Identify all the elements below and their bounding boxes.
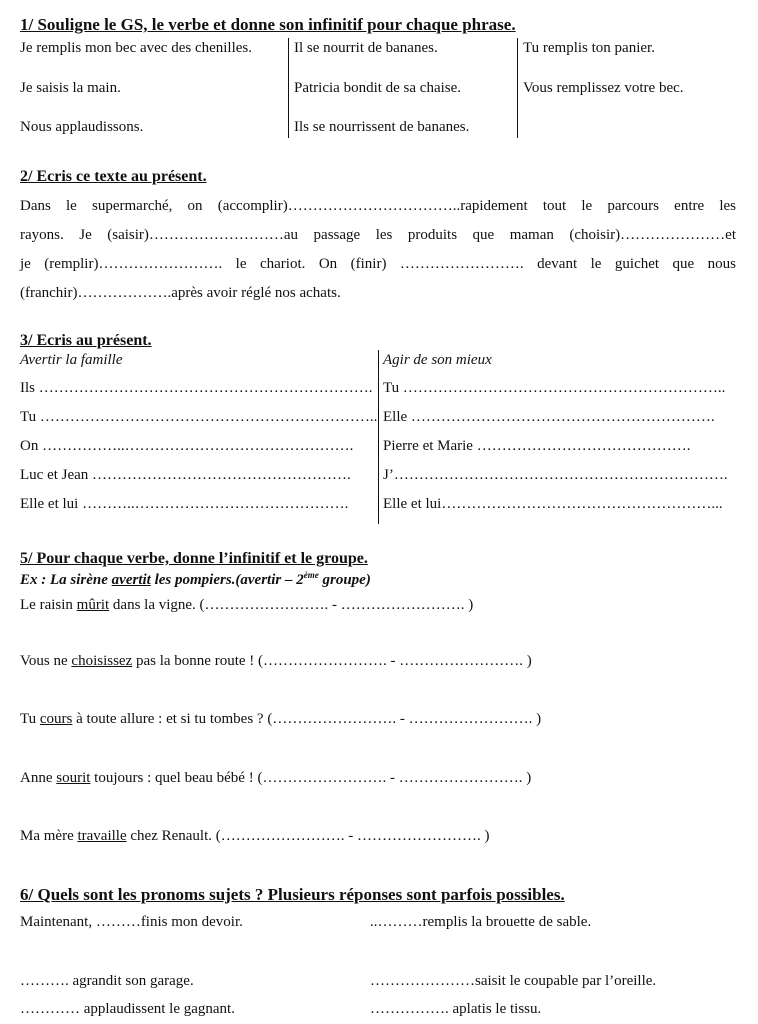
s6-sentence: ………. agrandit son garage. <box>20 973 194 989</box>
s3-conjugation-line: J’…………………………………………………………. <box>383 467 728 483</box>
s1-sentence: Il se nourrit de bananes. <box>294 40 438 56</box>
column-divider <box>517 38 518 138</box>
s3-right-heading: Agir de son mieux <box>383 352 492 368</box>
section5-title: 5/ Pour chaque verbe, donne l’infinitif et le groupe. <box>20 550 368 567</box>
s3-conjugation-line: Elle et lui………………………………………………... <box>383 496 723 512</box>
s3-conjugation-line: Tu ………………………………………………………….. <box>20 409 378 425</box>
s6-sentence: ………… applaudissent le gagnant. <box>20 1001 235 1017</box>
s3-conjugation-line: Luc et Jean ……………………………………………. <box>20 467 351 483</box>
s1-sentence: Ils se nourrissent de bananes. <box>294 119 470 135</box>
column-divider <box>378 350 379 524</box>
s3-conjugation-line: On ……………..………………………………………. <box>20 438 354 454</box>
underlined-verb: travaille <box>77 828 127 844</box>
section6-title: 6/ Quels sont les pronoms sujets ? Plusieurs réponses sont parfois possibles. <box>20 885 565 904</box>
s6-sentence: Maintenant, ………finis mon devoir. <box>20 914 243 930</box>
underlined-verb: cours <box>39 711 73 727</box>
section2-title: 2/ Ecris ce texte au présent. <box>20 168 207 185</box>
section3-title: 3/ Ecris au présent. <box>20 332 152 349</box>
s1-sentence: Je remplis mon bec avec des chenilles. <box>20 40 253 56</box>
underlined-verb: choisissez <box>71 653 133 669</box>
column-divider <box>288 38 289 138</box>
s6-sentence: ……………. aplatis le tissu. <box>370 1001 542 1017</box>
s3-conjugation-line: Tu ……………………………………………………….. <box>383 380 726 396</box>
s3-left-heading: Avertir la famille <box>20 352 123 368</box>
s6-sentence: …………………saisit le coupable par l’oreille. <box>370 973 657 989</box>
s2-text-line: (franchir)……………….après avoir réglé nos achats. <box>20 285 341 301</box>
s3-conjugation-line: Pierre et Marie ……………………………………. <box>383 438 691 454</box>
s3-conjugation-line: Elle ……………………………………………………. <box>383 409 715 425</box>
s5-item: Le raisin mûrit dans la vigne. (……………………. - ……………………. ) <box>20 597 474 613</box>
s1-sentence: Vous remplissez votre bec. <box>523 80 684 96</box>
s2-text-line: rayons. Je (saisir)………………………au passage les produits que maman (choisir)…………………et <box>20 227 736 243</box>
s2-text-line: Dans le supermarché, on (accomplir)……………………………..rapidement tout le parcours entre les <box>20 198 736 214</box>
s3-conjugation-line: Elle et lui ………..……………………………………. <box>20 496 349 512</box>
s1-sentence: Patricia bondit de sa chaise. <box>294 80 462 96</box>
s2-text-line: je (remplir)……………………. le chariot. On (finir) ……………………. devant le guichet que nous <box>20 256 736 272</box>
example-verb: avertit <box>111 572 151 588</box>
s5-item: Vous ne choisissez pas la bonne route ! (……………………. - ……………………. ) <box>20 653 532 669</box>
s5-item: Anne sourit toujours : quel beau bébé ! (……………………. - ……………………. ) <box>20 770 532 786</box>
s1-sentence: Tu remplis ton panier. <box>523 40 655 56</box>
underlined-verb: sourit <box>56 770 91 786</box>
s5-item: Ma mère travaille chez Renault. (……………………. - ……………………. ) <box>20 828 490 844</box>
s5-example: Ex : La sirène avertit les pompiers.(avertir – 2ème groupe) <box>20 570 371 588</box>
section1-title: 1/ Souligne le GS, le verbe et donne son infinitif pour chaque phrase. <box>20 15 516 34</box>
s5-item: Tu cours à toute allure : et si tu tombes ? (……………………. - ……………………. ) <box>20 711 542 727</box>
s1-sentence: Nous applaudissons. <box>20 119 144 135</box>
s1-sentence: Je saisis la main. <box>20 80 121 96</box>
underlined-verb: mûrit <box>76 597 110 613</box>
s6-sentence: ..………remplis la brouette de sable. <box>370 914 592 930</box>
s3-conjugation-line: Ils …………………………………………………………. <box>20 380 373 396</box>
